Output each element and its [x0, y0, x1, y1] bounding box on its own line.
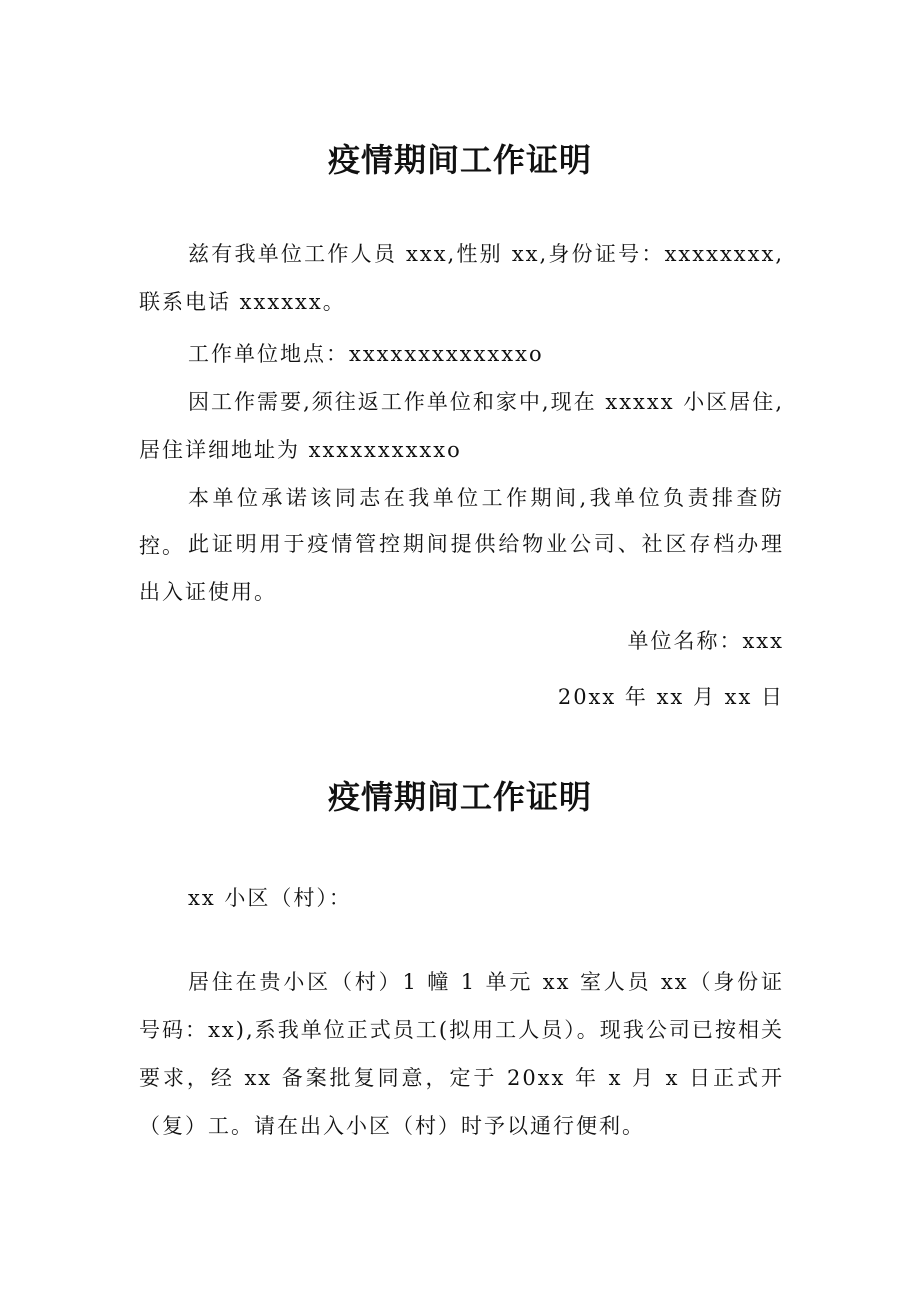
certificate-1-paragraph-commitment: 本单位承诺该同志在我单位工作期间,我单位负责排查防控。: [139, 486, 784, 558]
certificate-1-paragraph-commute: 因工作需要,须往返工作单位和家中,现在 xxxxx 小区居住,居住详细地址为 xxxxxxxxxxo: [139, 390, 784, 462]
certificate-1-date: 20xx 年 xx 月 xx 日: [557, 685, 784, 709]
certificate-1-paragraph-workplace: 工作单位地点：xxxxxxxxxxxxxo: [188, 342, 544, 366]
certificate-1-paragraph-purpose: 此证明用于疫情管控期间提供给物业公司、社区存档办理出入证使用。: [139, 532, 784, 604]
certificate-1-paragraph-identity: 兹有我单位工作人员 xxx,性别 xx,身份证号：xxxxxxxx,联系电话 xxxxxx。: [139, 242, 784, 314]
certificate-1-unit-name: 单位名称：xxx: [627, 629, 784, 653]
certificate-2-body: 居住在贵小区（村）1 幢 1 单元 xx 室人员 xx（身份证号码：xx),系我单位正式员工(拟用工人员）。现我公司已按相关要求，经 xx 备案批复同意，定于 20xx 年 x 月 x 日正式开（复）工。请在出入小区（村）时予以通行便利。: [139, 970, 784, 1138]
certificate-2-salutation: xx 小区（村）：: [188, 886, 352, 910]
certificate-2-title: 疫情期间工作证明: [327, 778, 592, 816]
certificate-1-title: 疫情期间工作证明: [327, 141, 592, 179]
